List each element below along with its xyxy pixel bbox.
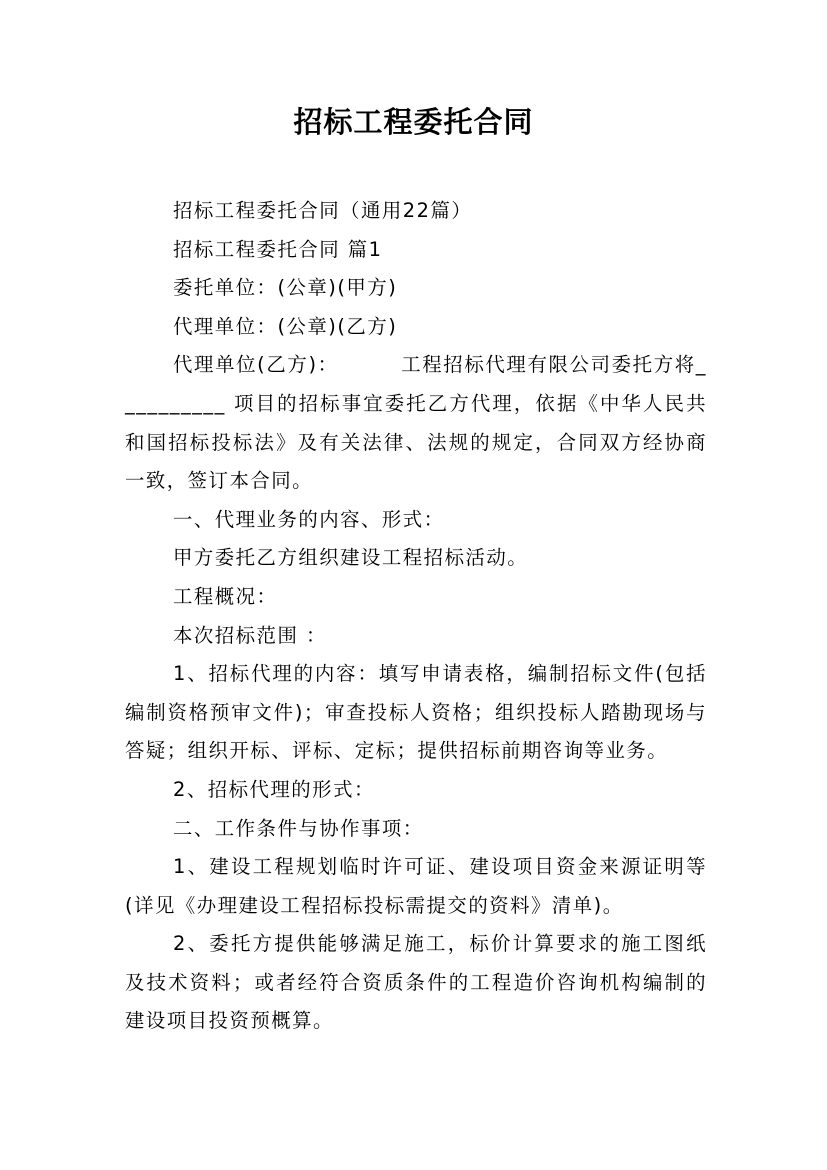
paragraph-agency-content: 1、招标代理的内容：填写申请表格，编制招标文件(包括编制资格预审文件)；审查投标人资格；组织投标人踏勘现场与答疑；组织开标、评标、定标；提供招标前期咨询等业务。 [125, 662, 707, 763]
paragraph-preamble: 代理单位(乙方)： 工程招标代理有限公司委托方将__________ 项目的招标事宜委托乙方代理，依据《中华人民共和国招标投标法》及有关法律、法规的规定，合同双方经协商一致，签订本合同。 [125, 353, 707, 493]
paragraph-scope: 本次招标范围 ： [173, 623, 327, 647]
paragraph-project-overview: 工程概况： [173, 584, 278, 608]
paragraph-clause-1-heading: 一、代理业务的内容、形式： [173, 507, 445, 531]
paragraph-agent: 代理单位：(公章)(乙方) [173, 314, 398, 338]
paragraph-clause-1-text: 甲方委托乙方组织建设工程招标活动。 [173, 546, 529, 570]
paragraph-agency-form: 2、招标代理的形式： [173, 777, 375, 801]
paragraph-clause-2-item-1: 1、建设工程规划临时许可证、建设项目资金来源证明等(详见《办理建设工程招标投标需提交的资料》清单)。 [125, 855, 707, 917]
paragraph-clause-2-item-2: 2、委托方提供能够满足施工，标价计算要求的施工图纸及技术资料；或者经符合资质条件的工程造价咨询机构编制的建设项目投资预概算。 [125, 932, 707, 1033]
paragraph-subtitle: 招标工程委托合同（通用22篇） [173, 199, 473, 222]
document-title: 招标工程委托合同 [293, 105, 534, 139]
paragraph-client: 委托单位：(公章)(甲方) [173, 276, 398, 300]
paragraph-clause-2-heading: 二、工作条件与协作事项： [173, 816, 424, 840]
document-body [125, 192, 707, 1041]
paragraph-section-heading: 招标工程委托合同 篇1 [173, 237, 383, 261]
